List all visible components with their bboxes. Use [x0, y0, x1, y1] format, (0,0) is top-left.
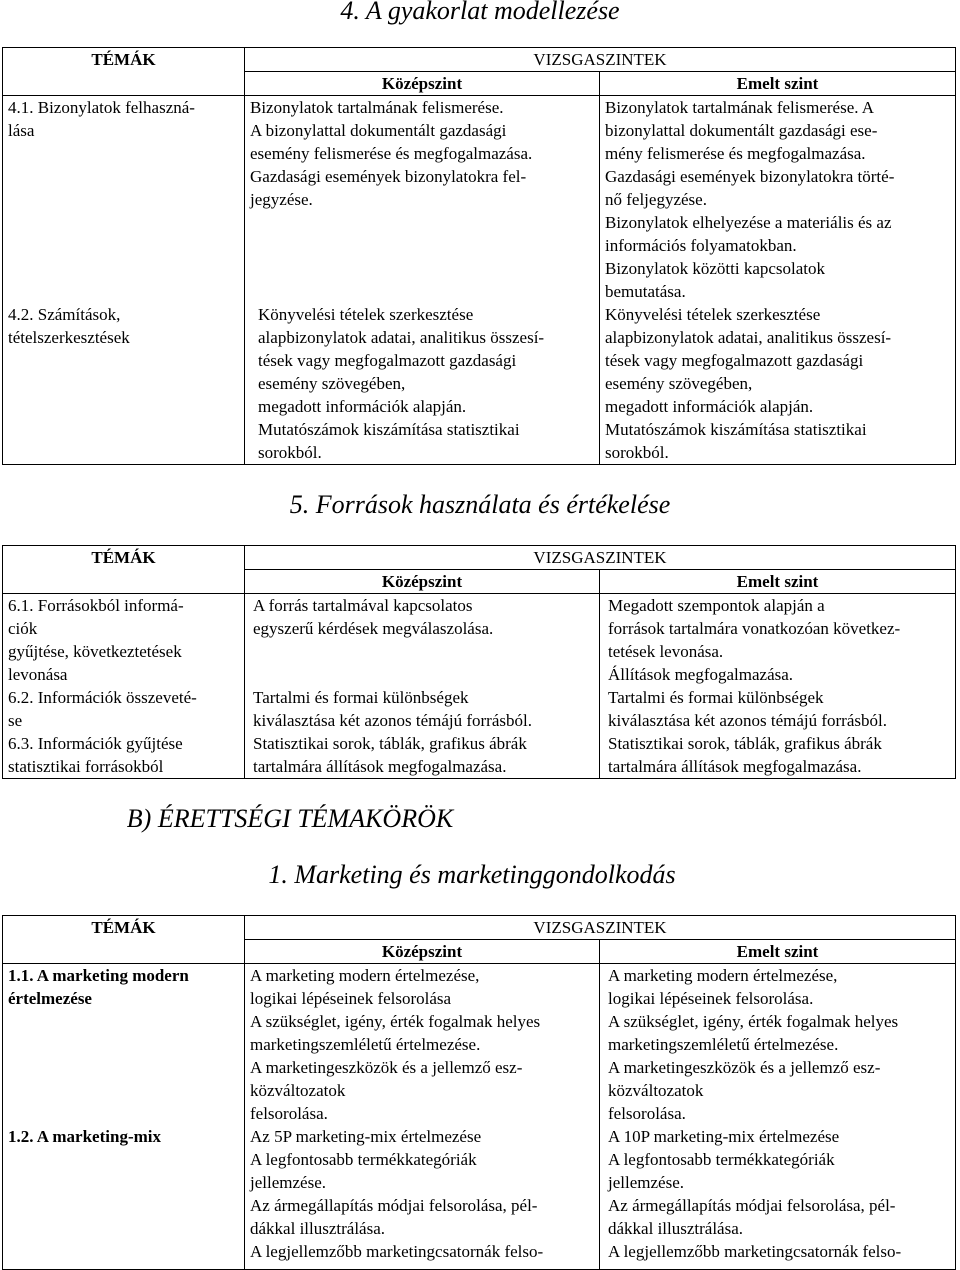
topic-text: [8, 732, 239, 778]
text-line: bizonylattal dokumentált gazdasági ese-: [605, 121, 878, 140]
emelt-cell: [600, 964, 956, 1270]
text-line: 1.1. A marketing modern: [8, 966, 189, 985]
text-line: A szükséglet, igény, érték fogalmak helyes: [250, 1012, 541, 1031]
cell-text: [250, 964, 594, 1125]
text-line: tételszerkesztések: [8, 328, 130, 347]
text-line: megadott információk alapján.: [605, 397, 814, 416]
text-line: A legfontosabb termékkategóriák: [250, 1150, 477, 1169]
emelt-cell: [600, 594, 956, 779]
cell-text: [250, 1125, 594, 1263]
text-line: információs folyamatokban.: [605, 236, 797, 255]
cell-text: [608, 964, 950, 1125]
cell-text: [608, 732, 950, 778]
section-b-table: [2, 915, 956, 1270]
text-line: sorokból.: [258, 443, 322, 462]
text-line: Mutatószámok kiszámítása statisztikai: [605, 420, 867, 439]
emelt-cell: [600, 96, 956, 465]
topic-cell: [3, 96, 245, 465]
text-line: Könyvelési tételek szerkesztése: [605, 305, 821, 324]
col-header-kozepszint: Középszint: [245, 72, 600, 96]
text-line: jellemzése.: [608, 1173, 684, 1192]
text-line: kiválasztása két azonos témájú forrásból.: [608, 711, 887, 730]
table-row: [3, 964, 956, 1270]
section-4-table: [2, 47, 956, 465]
text-line: esemény felismerése és megfogalmazása.: [250, 144, 533, 163]
header-row: [3, 546, 956, 570]
cell-text: [253, 732, 594, 778]
text-line: A bizonylattal dokumentált gazdasági: [250, 121, 507, 140]
text-line: A forrás tartalmával kapcsolatos: [253, 596, 473, 615]
text-line: kiválasztása két azonos témájú forrásból.: [253, 711, 532, 730]
section-5-title: 5. Források használata és értékelése: [289, 490, 671, 519]
cell-text: [250, 303, 594, 464]
topic-text: [8, 303, 239, 349]
text-line: marketingszemléletű értelmezése.: [250, 1035, 481, 1054]
text-line: esemény szövegében,: [258, 374, 406, 393]
text-line: Bizonylatok elhelyezése a materiális és az: [605, 213, 892, 232]
text-line: 6.2. Információk összeveté-: [8, 688, 197, 707]
cell-text: [250, 96, 594, 211]
text-line: jegyzése.: [250, 190, 313, 209]
text-line: alapbizonylatok adatai, analitikus összesí-: [605, 328, 892, 347]
text-line: dákkal illusztrálása.: [250, 1219, 386, 1238]
kozepszint-cell: [245, 594, 600, 779]
header-row: [3, 916, 956, 940]
text-line: logikai lépéseinek felsorolása: [250, 989, 452, 1008]
text-line: nő feljegyzése.: [605, 190, 707, 209]
cell-text: [605, 96, 950, 303]
text-line: egyszerű kérdések megválaszolása.: [253, 619, 494, 638]
topic-text: [8, 1125, 239, 1148]
text-line: Mutatószámok kiszámítása statisztikai: [258, 420, 520, 439]
col-header-kozepszint: Középszint: [245, 940, 600, 964]
text-line: lása: [8, 121, 35, 140]
text-line: 4.2. Számítások,: [8, 305, 121, 324]
text-line: tartalmára állítások megfogalmazása.: [608, 757, 862, 776]
col-header-temak: TÉMÁK: [3, 546, 245, 594]
col-header-emelt: Emelt szint: [600, 940, 956, 964]
cell-text: [605, 303, 950, 464]
text-line: Bizonylatok tartalmának felismerése. A: [605, 98, 875, 117]
section-5-table: [2, 545, 956, 779]
col-header-temak: TÉMÁK: [3, 48, 245, 96]
topic-text: [8, 96, 239, 142]
text-line: A szükséglet, igény, érték fogalmak helyes: [608, 1012, 899, 1031]
text-line: tetések levonása.: [608, 642, 724, 661]
text-line: A legjellemzőbb marketingcsatornák felso-: [608, 1242, 902, 1261]
table-row: [3, 594, 956, 779]
col-header-vizsgaszintek: VIZSGASZINTEK: [245, 916, 956, 940]
cell-text: [253, 594, 594, 640]
text-line: Az 5P marketing-mix értelmezése: [250, 1127, 482, 1146]
text-line: dákkal illusztrálása.: [608, 1219, 744, 1238]
text-line: Tartalmi és formai különbségek: [253, 688, 469, 707]
text-line: Statisztikai sorok, táblák, grafikus ábrák: [253, 734, 527, 753]
section-b-subtitle: 1. Marketing és marketinggondolkodás: [268, 860, 676, 889]
text-line: A 10P marketing-mix értelmezése: [608, 1127, 840, 1146]
text-line: A legjellemzőbb marketingcsatornák felso-: [250, 1242, 544, 1261]
col-header-temak: TÉMÁK: [3, 916, 245, 964]
text-line: esemény szövegében,: [605, 374, 753, 393]
col-header-vizsgaszintek: VIZSGASZINTEK: [245, 546, 956, 570]
text-line: logikai lépéseinek felsorolása.: [608, 989, 814, 1008]
text-line: 6.1. Forrásokból informá-: [8, 596, 184, 615]
text-line: A marketingeszközök és a jellemző esz-: [250, 1058, 523, 1077]
text-line: Bizonylatok közötti kapcsolatok: [605, 259, 826, 278]
text-line: A marketing modern értelmezése,: [250, 966, 480, 985]
text-line: Megadott szempontok alapján a: [608, 596, 825, 615]
col-header-kozepszint: Középszint: [245, 570, 600, 594]
text-line: tések vagy megfogalmazott gazdasági: [605, 351, 864, 370]
text-line: közváltozatok: [608, 1081, 704, 1100]
text-line: levonása: [8, 665, 68, 684]
text-line: A legfontosabb termékkategóriák: [608, 1150, 835, 1169]
text-line: 6.3. Információk gyűjtése: [8, 734, 183, 753]
text-line: Az ármegállapítás módjai felsorolása, pél-: [250, 1196, 538, 1215]
text-line: Gazdasági események bizonylatokra törté-: [605, 167, 895, 186]
text-line: bemutatása.: [605, 282, 686, 301]
text-line: közváltozatok: [250, 1081, 346, 1100]
kozepszint-cell: [245, 964, 600, 1270]
topic-text: [8, 964, 239, 1010]
text-line: ciók: [8, 619, 38, 638]
text-line: alapbizonylatok adatai, analitikus összesí-: [258, 328, 545, 347]
cell-text: [608, 1125, 950, 1263]
col-header-emelt: Emelt szint: [600, 570, 956, 594]
text-line: források tartalmára vonatkozóan következ-: [608, 619, 901, 638]
text-line: A marketing modern értelmezése,: [608, 966, 838, 985]
topic-text: [8, 594, 239, 686]
text-line: statisztikai forrásokból: [8, 757, 164, 776]
cell-text: [253, 686, 594, 732]
text-line: jellemzése.: [250, 1173, 326, 1192]
text-line: tések vagy megfogalmazott gazdasági: [258, 351, 517, 370]
topic-cell: [3, 594, 245, 779]
section-b-title: B) ÉRETTSÉGI TÉMAKÖRÖK: [126, 804, 454, 833]
text-line: tartalmára állítások megfogalmazása.: [253, 757, 507, 776]
table-row: [3, 96, 956, 465]
text-line: 4.1. Bizonylatok felhaszná-: [8, 98, 195, 117]
col-header-emelt: Emelt szint: [600, 72, 956, 96]
text-line: Bizonylatok tartalmának felismerése.: [250, 98, 504, 117]
text-line: felsorolása.: [250, 1104, 328, 1123]
topic-text: [8, 686, 239, 732]
text-line: Statisztikai sorok, táblák, grafikus ábrák: [608, 734, 882, 753]
text-line: sorokból.: [605, 443, 669, 462]
kozepszint-cell: [245, 96, 600, 465]
section-4-title: 4. A gyakorlat modellezése: [340, 0, 620, 25]
text-line: Az ármegállapítás módjai felsorolása, pél-: [608, 1196, 896, 1215]
cell-text: [608, 594, 950, 686]
topic-cell: [3, 964, 245, 1270]
text-line: Gazdasági események bizonylatokra fel-: [250, 167, 527, 186]
text-line: felsorolása.: [608, 1104, 686, 1123]
text-line: marketingszemléletű értelmezése.: [608, 1035, 839, 1054]
cell-text: [608, 686, 950, 732]
text-line: Tartalmi és formai különbségek: [608, 688, 824, 707]
text-line: A marketingeszközök és a jellemző esz-: [608, 1058, 881, 1077]
text-line: se: [8, 711, 23, 730]
header-row: [3, 48, 956, 72]
text-line: Könyvelési tételek szerkesztése: [258, 305, 474, 324]
text-line: Állítások megfogalmazása.: [608, 665, 794, 684]
col-header-vizsgaszintek: VIZSGASZINTEK: [245, 48, 956, 72]
text-line: 1.2. A marketing-mix: [8, 1127, 161, 1146]
text-line: mény felismerése és megfogalmazása.: [605, 144, 866, 163]
text-line: gyűjtése, következtetések: [8, 642, 182, 661]
text-line: értelmezése: [8, 989, 92, 1008]
text-line: megadott információk alapján.: [258, 397, 467, 416]
